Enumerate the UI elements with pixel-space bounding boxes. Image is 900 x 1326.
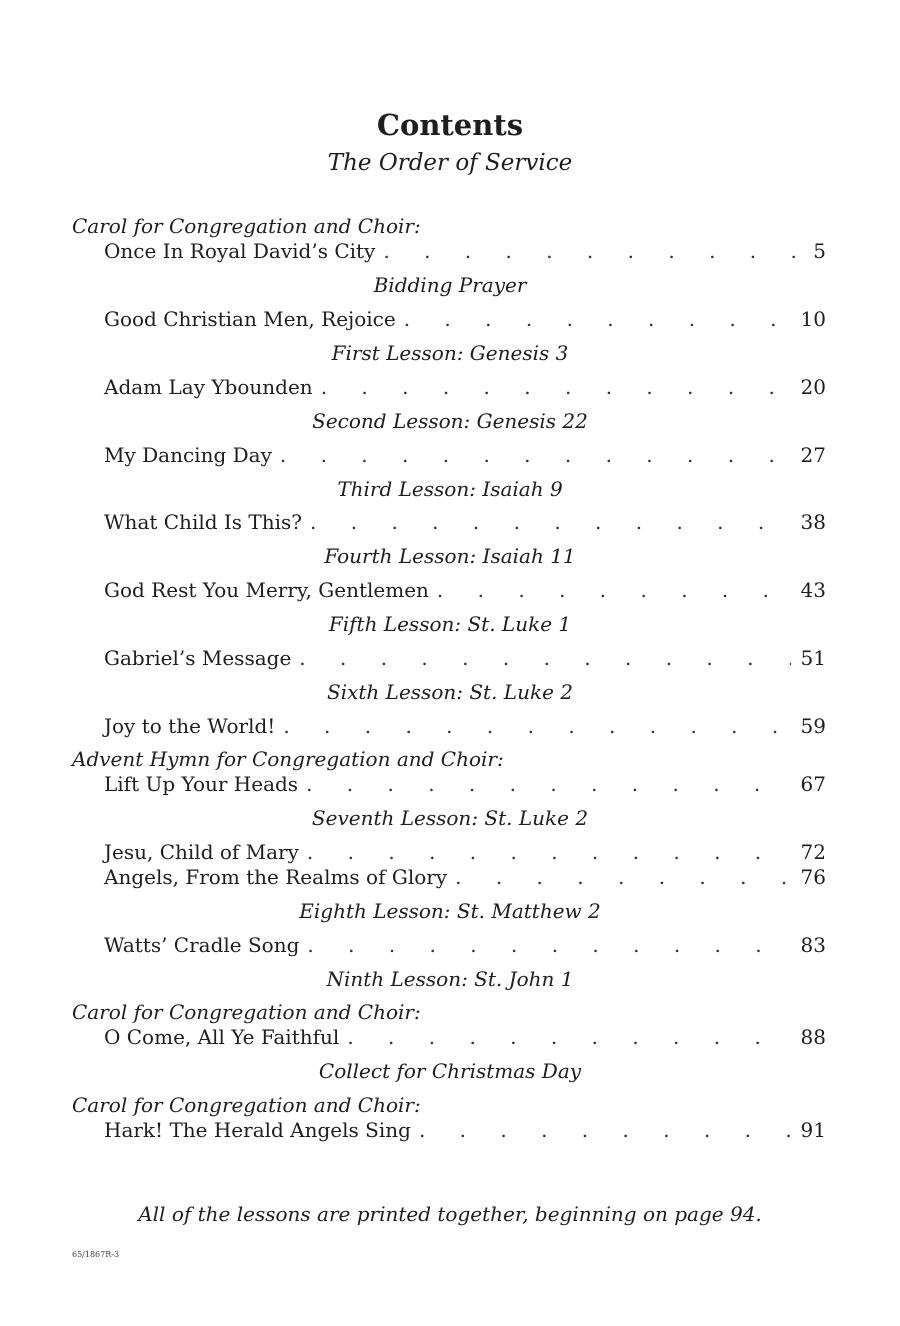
toc-entry-page: 83 bbox=[800, 933, 826, 957]
toc-entry-page: 5 bbox=[813, 239, 826, 263]
toc-entry bbox=[104, 714, 826, 738]
section-header: Carol for Congregation and Choir: bbox=[72, 1000, 421, 1024]
toc-entry-title: Hark! The Herald Angels Sing bbox=[104, 1118, 411, 1142]
dot-leader bbox=[383, 239, 803, 263]
toc-entry-title: What Child Is This? bbox=[104, 510, 303, 534]
lesson-heading: Eighth Lesson: St. Matthew 2 bbox=[299, 899, 601, 923]
lesson-heading: Sixth Lesson: St. Luke 2 bbox=[327, 680, 573, 704]
page-subtitle: The Order of Service bbox=[327, 150, 573, 176]
toc-entry-page: 20 bbox=[800, 375, 826, 399]
toc-entry-page: 59 bbox=[800, 714, 826, 738]
lesson-heading: First Lesson: Genesis 3 bbox=[331, 341, 569, 365]
lesson-heading: Collect for Christmas Day bbox=[318, 1059, 582, 1083]
toc-entry bbox=[104, 933, 826, 957]
toc-entry-title: Watts’ Cradle Song bbox=[104, 933, 300, 957]
dot-leader bbox=[280, 443, 791, 467]
lesson-heading: Ninth Lesson: St. John 1 bbox=[326, 967, 574, 991]
toc-entry-page: 43 bbox=[800, 578, 826, 602]
toc-entry bbox=[104, 578, 826, 602]
dot-leader bbox=[307, 840, 791, 864]
toc-entry-title: Angels, From the Realms of Glory bbox=[104, 865, 448, 889]
toc-entry bbox=[104, 646, 826, 670]
catalog-code: 65/1867R-3 bbox=[72, 1250, 120, 1259]
lesson-heading: Third Lesson: Isaiah 9 bbox=[337, 477, 563, 501]
toc-entry bbox=[104, 865, 826, 889]
toc-entry-title: Gabriel’s Message bbox=[104, 646, 292, 670]
toc-entry-page: 72 bbox=[800, 840, 826, 864]
dot-leader bbox=[299, 646, 790, 670]
section-header: Carol for Congregation and Choir: bbox=[72, 214, 421, 238]
toc-entry-title: Adam Lay Ybounden bbox=[104, 375, 313, 399]
toc-entry bbox=[104, 239, 826, 263]
footer-note: All of the lessons are printed together, beginning on page 94. bbox=[138, 1202, 762, 1226]
toc-entry-title: Once In Royal David’s City bbox=[104, 239, 376, 263]
toc-entry-page: 10 bbox=[800, 307, 826, 331]
dot-leader bbox=[310, 510, 791, 534]
toc-entry-page: 38 bbox=[800, 510, 826, 534]
lesson-heading: Fifth Lesson: St. Luke 1 bbox=[328, 612, 572, 636]
toc-entry bbox=[104, 840, 826, 864]
dot-leader bbox=[437, 578, 791, 602]
toc-entry-page: 76 bbox=[800, 865, 826, 889]
dot-leader bbox=[419, 1118, 791, 1142]
dot-leader bbox=[283, 714, 790, 738]
toc-entry-title: Joy to the World! bbox=[104, 714, 276, 738]
toc-entry bbox=[104, 443, 826, 467]
toc-entry bbox=[104, 375, 826, 399]
lesson-heading: Seventh Lesson: St. Luke 2 bbox=[311, 806, 589, 830]
dot-leader bbox=[306, 772, 790, 796]
toc-entry-title: Jesu, Child of Mary bbox=[104, 840, 299, 864]
toc-entry bbox=[104, 772, 826, 796]
toc-entry-page: 88 bbox=[800, 1025, 826, 1049]
dot-leader bbox=[347, 1025, 790, 1049]
toc-entry-title: Lift Up Your Heads bbox=[104, 772, 299, 796]
dot-leader bbox=[455, 865, 790, 889]
toc-entry-title: My Dancing Day bbox=[104, 443, 272, 467]
dot-leader bbox=[404, 307, 791, 331]
toc-entry bbox=[104, 1118, 826, 1142]
lesson-heading: Bidding Prayer bbox=[373, 273, 527, 297]
toc-entry-page: 51 bbox=[800, 646, 826, 670]
toc-entry-title: Good Christian Men, Rejoice bbox=[104, 307, 396, 331]
toc-entry bbox=[104, 1025, 826, 1049]
toc-entry bbox=[104, 510, 826, 534]
dot-leader bbox=[307, 933, 790, 957]
toc-entry-page: 67 bbox=[800, 772, 826, 796]
section-header: Carol for Congregation and Choir: bbox=[72, 1093, 421, 1117]
toc-entry-title: God Rest You Merry, Gentlemen bbox=[104, 578, 429, 602]
toc-entry-page: 27 bbox=[800, 443, 826, 467]
toc-entry-title: O Come, All Ye Faithful bbox=[104, 1025, 340, 1049]
lesson-heading: Fourth Lesson: Isaiah 11 bbox=[324, 544, 576, 568]
page-title: Contents bbox=[376, 108, 524, 142]
toc-entry bbox=[104, 307, 826, 331]
lesson-heading: Second Lesson: Genesis 22 bbox=[312, 409, 588, 433]
dot-leader bbox=[321, 375, 791, 399]
toc-entry-page: 91 bbox=[800, 1118, 826, 1142]
section-header: Advent Hymn for Congregation and Choir: bbox=[72, 747, 504, 771]
